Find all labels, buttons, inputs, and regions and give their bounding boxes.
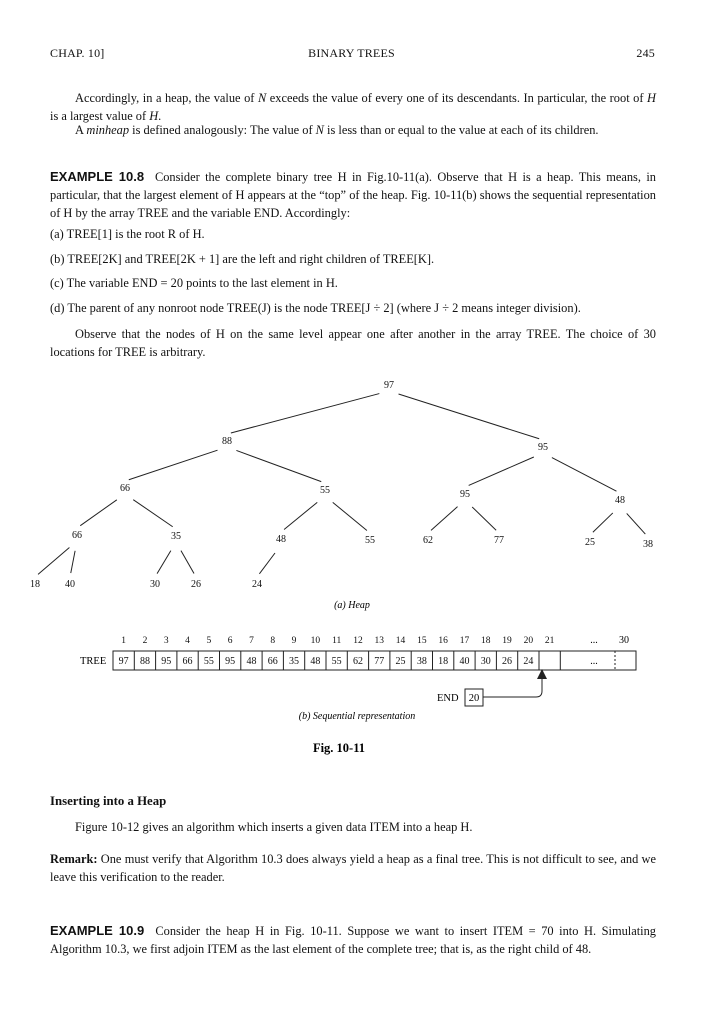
end-label: END (437, 693, 459, 704)
tree-edge (469, 457, 534, 485)
array-index: 15 (417, 636, 427, 646)
array-index: 20 (523, 636, 534, 646)
array-index: 9 (291, 636, 297, 646)
array-cell: 40 (459, 656, 470, 667)
tree-node: 38 (643, 539, 653, 550)
list-item: (c) The variable END = 20 points to the last element in H. (50, 276, 338, 290)
array-index: 17 (459, 636, 470, 646)
tree-edge (133, 500, 172, 527)
tree-edge (431, 507, 458, 531)
array-cell: 48 (310, 656, 321, 667)
tree-edge (627, 513, 646, 534)
array-cell: 30 (480, 656, 491, 667)
tree-edge (231, 394, 379, 433)
array-cell: 18 (438, 656, 449, 667)
array-index: 11 (332, 636, 342, 646)
tree-edge (284, 502, 317, 529)
list-item: (d) The parent of any nonroot node TREE(J) is the node TREE[J ÷ 2] (where J ÷ 2 means integer division). (50, 301, 581, 315)
array-ellipsis-cell: ... (590, 656, 598, 667)
tree-edge (333, 502, 367, 530)
figure-label: Fig. 10-11 (312, 741, 366, 755)
array-cell: 66 (182, 656, 193, 667)
section-text: Figure 10-12 gives an algorithm which inserts a given data ITEM into a heap H. (75, 820, 473, 834)
tree-node: 55 (365, 535, 375, 546)
array-cell: 55 (203, 656, 214, 667)
tree-node: 88 (222, 436, 232, 447)
array-last-index: 30 (619, 635, 629, 646)
running-title: BINARY TREES (308, 46, 395, 60)
array-cell: 95 (225, 656, 236, 667)
paragraph-heap-property: Accordingly, in a heap, the value of N exceeds the value of every one of its descendants. In particular, the root of H is a largest value of H. (50, 91, 656, 123)
tree-edge (236, 450, 321, 481)
tree-node: 25 (585, 537, 595, 548)
tree-edge (129, 450, 218, 480)
tree-node: 48 (276, 534, 286, 545)
array-cell: 25 (395, 656, 406, 667)
caption-sequential: (b) Sequential representation (298, 711, 416, 722)
array-cell: 62 (352, 656, 363, 667)
paragraph-minheap: A minheap is defined analogously: The value of N is less than or equal to the value at each of its children. (75, 123, 599, 137)
array-index: 19 (502, 636, 512, 646)
array-cell: 48 (246, 656, 257, 667)
array-ellipsis-top: ... (590, 635, 598, 646)
tree-node: 95 (538, 442, 548, 453)
array-cell: 97 (118, 656, 129, 667)
array-index: 6 (227, 636, 233, 646)
remark (50, 850, 656, 886)
tree-node: 66 (72, 530, 82, 541)
tree-edge (552, 458, 617, 492)
array-index: 2 (142, 636, 148, 646)
tree-edge (71, 551, 75, 573)
tree-node: 48 (615, 495, 625, 506)
array-name: TREE (80, 656, 107, 667)
array-index: 3 (163, 636, 169, 646)
example-10-8-text: Consider the complete binary tree H in Fig.10-11(a). Observe that H is a heap. This means, in particular, that the largest element of H appears at the “top” of the heap. Fig. 10-11(b) shows the sequential representation of H by the array TREE and the variable END. Accordingly: (50, 170, 657, 220)
array-index: 7 (249, 636, 254, 646)
array-index: 12 (353, 636, 363, 646)
tree-edge (472, 507, 496, 530)
array-cell: 88 (139, 656, 150, 667)
tree-node: 30 (150, 579, 160, 590)
tree-node: 24 (252, 579, 262, 590)
tree-node: 97 (384, 380, 394, 391)
paragraph-observe: Observe that the nodes of H on the same level appear one after another in the array TREE. The choice of 30 locations for TREE is arbitrary. (50, 327, 656, 359)
tree-edge (593, 513, 613, 532)
tree-edge (157, 551, 171, 574)
tree-node: 26 (191, 579, 201, 590)
tree-node: 40 (65, 579, 75, 590)
section-heading: Inserting into a Heap (50, 794, 167, 808)
tree-node: 35 (171, 531, 181, 542)
example-10-9 (50, 922, 656, 958)
array-cell: 77 (374, 656, 385, 667)
array-index: 18 (481, 636, 491, 646)
array-index: 16 (438, 636, 448, 646)
caption-heap: (a) Heap (334, 600, 370, 611)
tree-edge (399, 394, 540, 439)
chapter-label: CHAP. 10] (50, 46, 105, 60)
array-cell: 26 (502, 656, 513, 667)
tree-edge (259, 553, 275, 574)
list-item: (a) TREE[1] is the root R of H. (50, 227, 205, 241)
tree-node: 95 (460, 489, 470, 500)
tree-node: 55 (320, 485, 330, 496)
end-value: 20 (468, 693, 480, 704)
array-cell: 95 (161, 656, 172, 667)
array-index: 4 (185, 636, 190, 646)
array-cell: 55 (331, 656, 342, 667)
array-cell: 66 (267, 656, 278, 667)
tree-node: 77 (494, 535, 504, 546)
tree-edge (38, 548, 69, 575)
example-10-8 (50, 168, 656, 222)
figure-10-11 (0, 370, 703, 770)
example-10-9-label: EXAMPLE 10.9 (50, 923, 145, 938)
list-item: (b) TREE[2K] and TREE[2K + 1] are the left and right children of TREE[K]. (50, 252, 435, 266)
array-index: 1 (121, 636, 127, 646)
tree-edge (181, 551, 194, 574)
tree-node: 18 (30, 579, 40, 590)
array-index: 5 (206, 636, 212, 646)
tree-edge (80, 500, 117, 526)
array-index: 14 (395, 636, 406, 646)
tree-node: 62 (423, 535, 433, 546)
tree-node: 66 (120, 483, 130, 494)
array-index: 8 (270, 636, 276, 646)
array-cell: 38 (416, 656, 427, 667)
example-10-9-text: Consider the heap H in Fig. 10-11. Suppose we want to insert ITEM = 70 into H. Simulating Algorithm 10.3, we first adjoin ITEM as the last element of the complete tree; that is, as the right child of 48. (50, 924, 656, 956)
array-index: 10 (310, 636, 321, 646)
end-pointer-arrow (483, 677, 542, 697)
array-cell: 35 (289, 656, 300, 667)
array-index: 21 (544, 636, 555, 646)
page-number: 245 (636, 46, 655, 60)
array-index: 13 (374, 636, 384, 646)
remark-label: Remark: (50, 852, 98, 866)
example-10-8-label: EXAMPLE 10.8 (50, 169, 145, 184)
array-cell: 24 (523, 656, 534, 667)
remark-text: One must verify that Algorithm 10.3 does always yield a heap as a final tree. This is not difficult to see, and we leave this verification to the reader. (50, 852, 657, 884)
